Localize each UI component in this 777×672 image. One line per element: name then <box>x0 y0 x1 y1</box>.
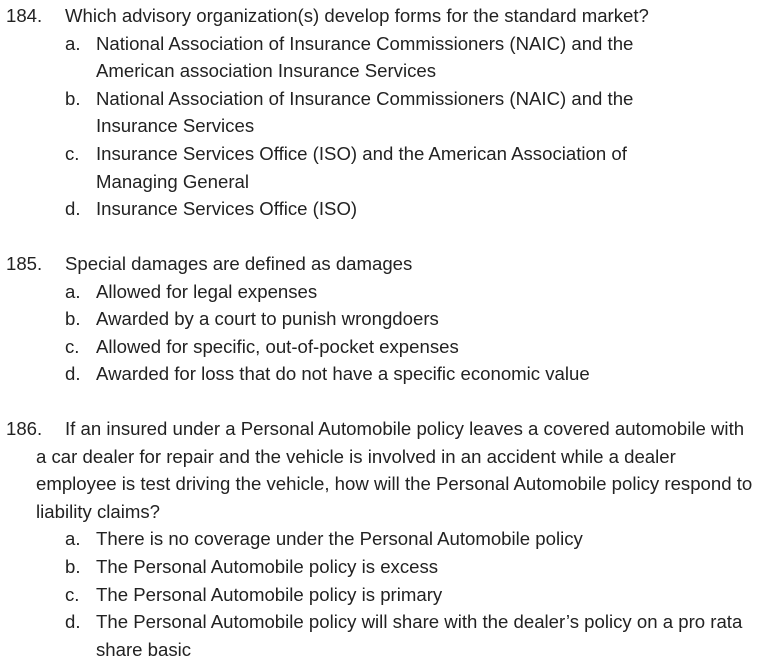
option-letter: d. <box>65 611 81 633</box>
option-letter: a. <box>65 528 81 550</box>
option-text: National Association of Insurance Commissioners (NAIC) and the American association Insurance Services <box>96 32 634 82</box>
question-text: Which advisory organization(s) develop forms for the standard market? <box>65 5 649 26</box>
option-letter: a. <box>65 32 81 54</box>
question-text: Special damages are defined as damages <box>65 253 413 274</box>
option-c <box>0 140 756 195</box>
question-text: If an insured under a Personal Automobile policy leaves a covered automobile with a car dealer for repair and the vehicle is involved in an accident while a dealer employee is test driving the vehicle, how will the Personal Automobile policy respond to liability claims? <box>36 418 753 522</box>
option-text: Allowed for specific, out-of-pocket expenses <box>96 335 459 357</box>
option-text: There is no coverage under the Personal Automobile policy <box>96 528 583 550</box>
option-text: Insurance Services Office (ISO) <box>96 198 358 220</box>
question-185 <box>0 250 770 388</box>
option-b <box>0 85 756 140</box>
question-number: 184. <box>6 5 43 26</box>
option-text: Awarded by a court to punish wrongdoers <box>96 308 439 330</box>
question-stem <box>0 415 758 525</box>
question-number: 186. <box>6 418 43 439</box>
question-186 <box>0 415 770 663</box>
question-stem <box>0 250 770 278</box>
question-number: 185. <box>6 253 43 274</box>
option-text: The Personal Automobile policy is excess <box>96 555 439 577</box>
question-184 <box>0 2 770 223</box>
option-text: The Personal Automobile policy will share with the dealer’s policy on a pro rata share basic <box>96 611 743 660</box>
option-letter: b. <box>65 87 81 109</box>
option-a <box>0 525 756 553</box>
option-letter: b. <box>65 308 81 330</box>
option-d <box>0 360 756 388</box>
option-letter: c. <box>65 583 80 605</box>
option-text: Allowed for legal expenses <box>96 280 318 302</box>
option-text: The Personal Automobile policy is primary <box>96 583 443 605</box>
option-text: National Association of Insurance Commissioners (NAIC) and the Insurance Services <box>96 87 634 137</box>
option-d <box>0 608 756 663</box>
option-c <box>0 333 756 361</box>
option-d <box>0 195 756 223</box>
option-letter: b. <box>65 555 81 577</box>
option-b <box>0 305 756 333</box>
option-letter: d. <box>65 198 81 220</box>
option-letter: c. <box>65 142 80 164</box>
option-text: Awarded for loss that do not have a specific economic value <box>96 363 590 385</box>
option-c <box>0 581 756 609</box>
option-letter: a. <box>65 280 81 302</box>
question-stem <box>0 2 770 30</box>
option-letter: d. <box>65 363 81 385</box>
option-a <box>0 278 756 306</box>
option-text: Insurance Services Office (ISO) and the American Association of Managing General <box>96 142 627 192</box>
option-a <box>0 30 756 85</box>
option-b <box>0 553 756 581</box>
option-letter: c. <box>65 335 80 357</box>
